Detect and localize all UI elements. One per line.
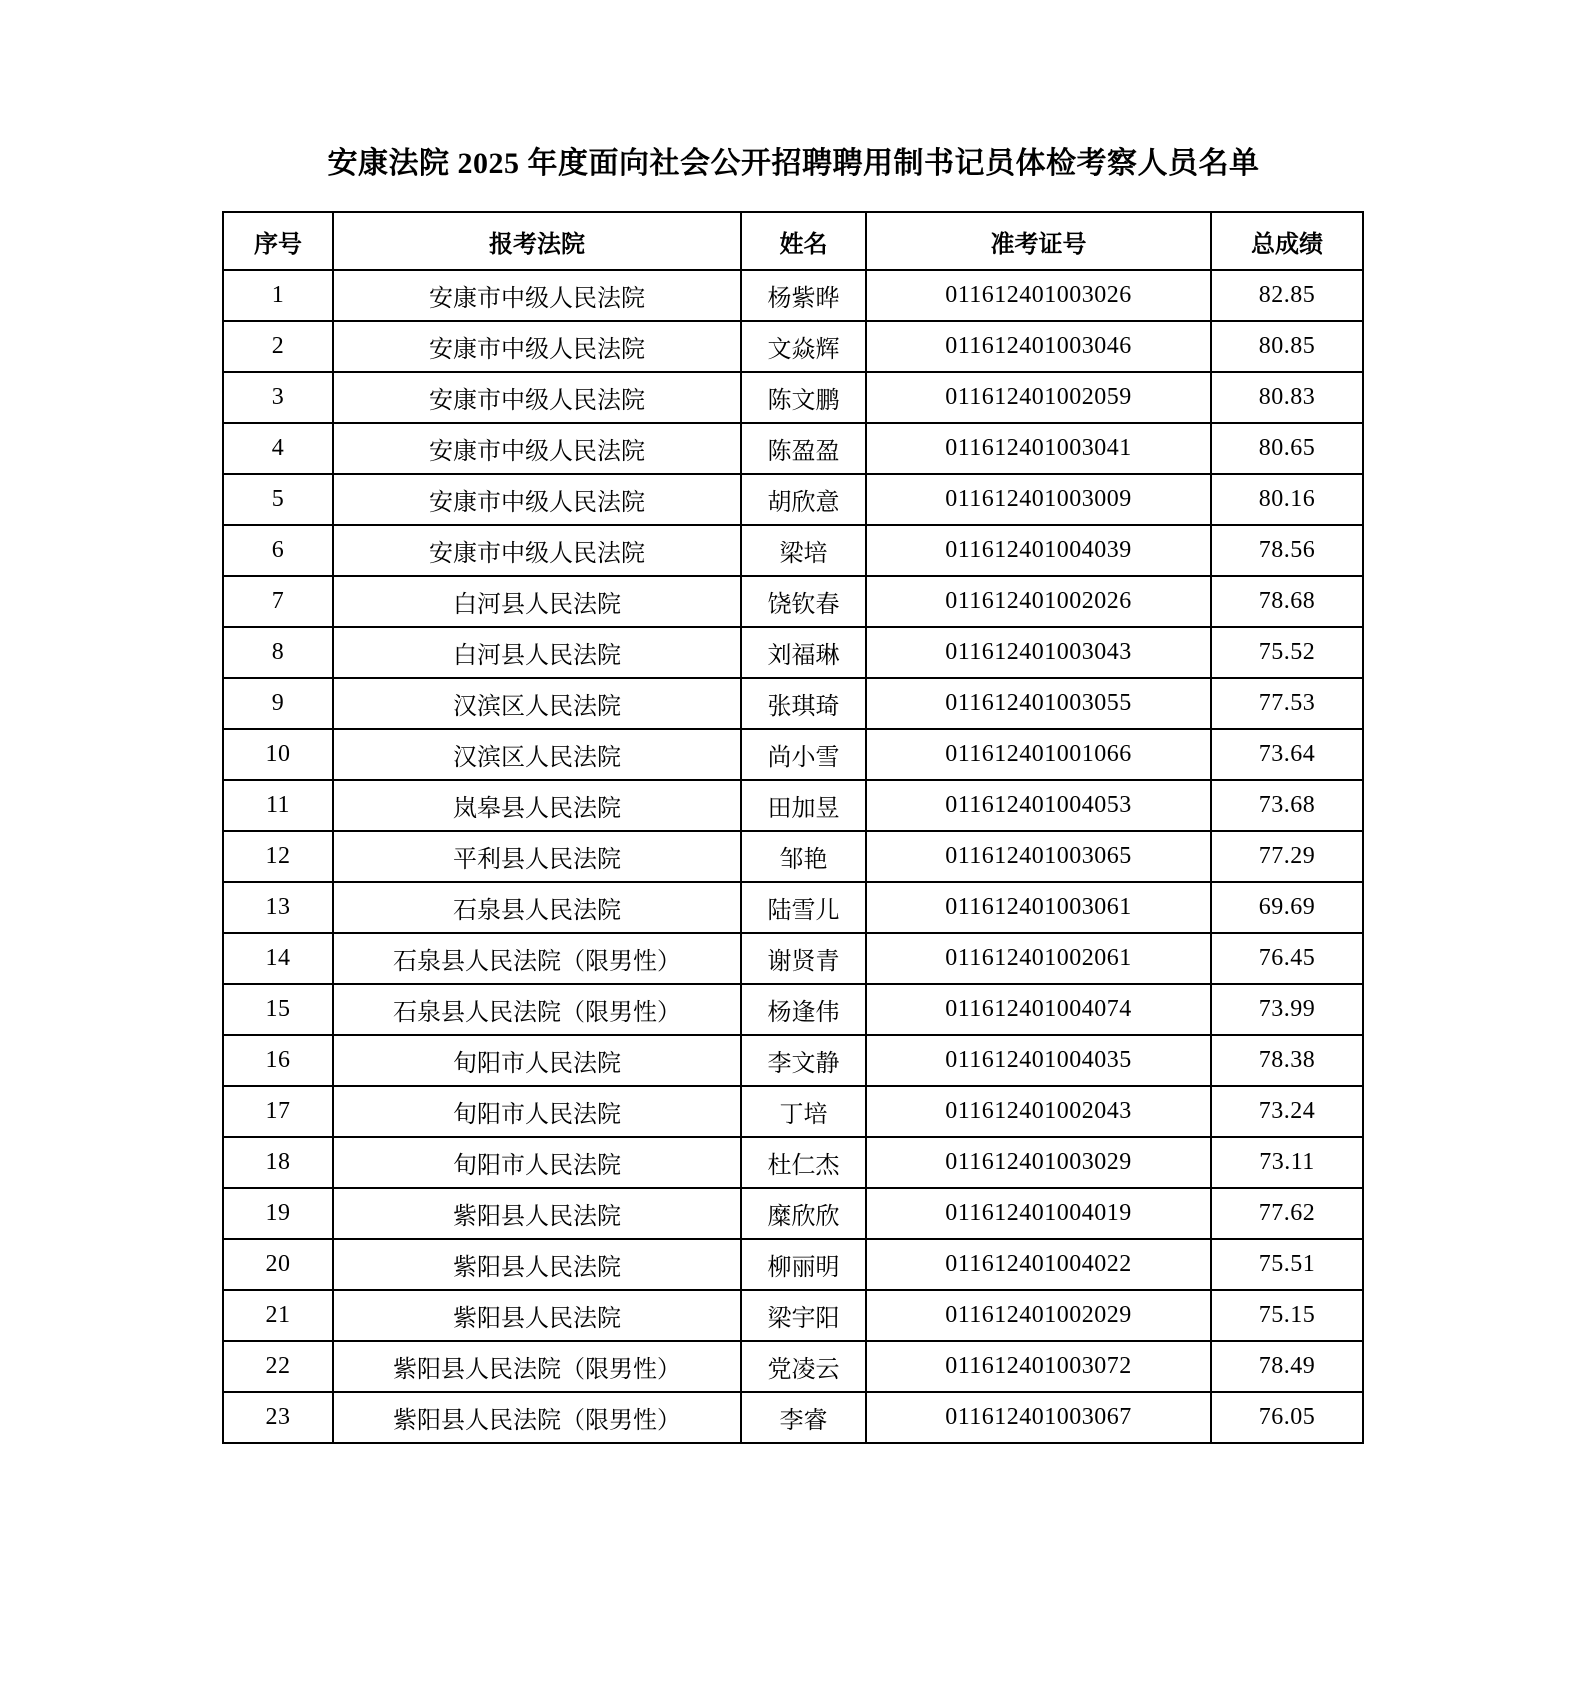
cell-name: 柳丽明 xyxy=(741,1239,866,1290)
table-row xyxy=(223,1035,1363,1086)
table-row xyxy=(223,729,1363,780)
cell-no: 3 xyxy=(223,372,333,423)
cell-score: 80.65 xyxy=(1211,423,1363,474)
cell-court: 旬阳市人民法院 xyxy=(333,1035,741,1086)
cell-no: 12 xyxy=(223,831,333,882)
cell-court: 安康市中级人民法院 xyxy=(333,474,741,525)
cell-ticket: 011612401004039 xyxy=(866,525,1211,576)
table-row xyxy=(223,780,1363,831)
column-header-court: 报考法院 xyxy=(333,212,741,270)
roster-table-body xyxy=(223,270,1363,1443)
cell-ticket: 011612401004035 xyxy=(866,1035,1211,1086)
cell-no: 15 xyxy=(223,984,333,1035)
cell-court: 白河县人民法院 xyxy=(333,627,741,678)
cell-ticket: 011612401003041 xyxy=(866,423,1211,474)
cell-ticket: 011612401004022 xyxy=(866,1239,1211,1290)
table-row xyxy=(223,1086,1363,1137)
cell-no: 9 xyxy=(223,678,333,729)
cell-court: 汉滨区人民法院 xyxy=(333,678,741,729)
cell-ticket: 011612401003067 xyxy=(866,1392,1211,1443)
cell-name: 糜欣欣 xyxy=(741,1188,866,1239)
cell-ticket: 011612401003043 xyxy=(866,627,1211,678)
table-row xyxy=(223,882,1363,933)
cell-court: 紫阳县人民法院（限男性） xyxy=(333,1341,741,1392)
cell-name: 杜仁杰 xyxy=(741,1137,866,1188)
page-title: 安康法院 2025 年度面向社会公开招聘聘用制书记员体检考察人员名单 xyxy=(327,147,1260,180)
cell-score: 77.53 xyxy=(1211,678,1363,729)
cell-name: 杨逢伟 xyxy=(741,984,866,1035)
cell-ticket: 011612401004019 xyxy=(866,1188,1211,1239)
table-row xyxy=(223,372,1363,423)
cell-score: 78.56 xyxy=(1211,525,1363,576)
cell-court: 安康市中级人民法院 xyxy=(333,372,741,423)
cell-ticket: 011612401002059 xyxy=(866,372,1211,423)
cell-name: 陈文鹏 xyxy=(741,372,866,423)
cell-ticket: 011612401003072 xyxy=(866,1341,1211,1392)
cell-name: 谢贤青 xyxy=(741,933,866,984)
cell-name: 党凌云 xyxy=(741,1341,866,1392)
cell-no: 1 xyxy=(223,270,333,321)
cell-score: 75.52 xyxy=(1211,627,1363,678)
cell-score: 78.38 xyxy=(1211,1035,1363,1086)
cell-no: 7 xyxy=(223,576,333,627)
cell-no: 20 xyxy=(223,1239,333,1290)
cell-name: 田加昱 xyxy=(741,780,866,831)
cell-score: 75.51 xyxy=(1211,1239,1363,1290)
cell-court: 紫阳县人民法院 xyxy=(333,1290,741,1341)
column-header-score: 总成绩 xyxy=(1211,212,1363,270)
cell-name: 张琪琦 xyxy=(741,678,866,729)
cell-name: 尚小雪 xyxy=(741,729,866,780)
cell-score: 78.68 xyxy=(1211,576,1363,627)
cell-court: 安康市中级人民法院 xyxy=(333,525,741,576)
cell-name: 刘福琳 xyxy=(741,627,866,678)
cell-score: 76.05 xyxy=(1211,1392,1363,1443)
table-row xyxy=(223,576,1363,627)
cell-court: 安康市中级人民法院 xyxy=(333,270,741,321)
cell-no: 19 xyxy=(223,1188,333,1239)
table-row xyxy=(223,321,1363,372)
cell-name: 陈盈盈 xyxy=(741,423,866,474)
cell-no: 2 xyxy=(223,321,333,372)
cell-score: 73.68 xyxy=(1211,780,1363,831)
cell-score: 80.85 xyxy=(1211,321,1363,372)
table-row xyxy=(223,831,1363,882)
cell-score: 73.24 xyxy=(1211,1086,1363,1137)
cell-no: 14 xyxy=(223,933,333,984)
roster-table xyxy=(222,211,1364,1444)
cell-no: 13 xyxy=(223,882,333,933)
cell-name: 李睿 xyxy=(741,1392,866,1443)
cell-ticket: 011612401002026 xyxy=(866,576,1211,627)
table-row xyxy=(223,525,1363,576)
cell-court: 汉滨区人民法院 xyxy=(333,729,741,780)
cell-ticket: 011612401003065 xyxy=(866,831,1211,882)
cell-ticket: 011612401003061 xyxy=(866,882,1211,933)
cell-score: 80.83 xyxy=(1211,372,1363,423)
cell-score: 73.11 xyxy=(1211,1137,1363,1188)
table-row xyxy=(223,474,1363,525)
cell-score: 75.15 xyxy=(1211,1290,1363,1341)
cell-ticket: 011612401001066 xyxy=(866,729,1211,780)
cell-score: 77.62 xyxy=(1211,1188,1363,1239)
cell-no: 23 xyxy=(223,1392,333,1443)
cell-score: 82.85 xyxy=(1211,270,1363,321)
cell-ticket: 011612401003029 xyxy=(866,1137,1211,1188)
column-header-ticket: 准考证号 xyxy=(866,212,1211,270)
cell-score: 78.49 xyxy=(1211,1341,1363,1392)
table-row xyxy=(223,1239,1363,1290)
table-row xyxy=(223,423,1363,474)
cell-name: 梁宇阳 xyxy=(741,1290,866,1341)
cell-court: 岚皋县人民法院 xyxy=(333,780,741,831)
cell-score: 69.69 xyxy=(1211,882,1363,933)
cell-court: 石泉县人民法院 xyxy=(333,882,741,933)
cell-ticket: 011612401002029 xyxy=(866,1290,1211,1341)
cell-score: 73.64 xyxy=(1211,729,1363,780)
cell-score: 80.16 xyxy=(1211,474,1363,525)
cell-ticket: 011612401003046 xyxy=(866,321,1211,372)
cell-no: 18 xyxy=(223,1137,333,1188)
cell-no: 21 xyxy=(223,1290,333,1341)
cell-court: 旬阳市人民法院 xyxy=(333,1137,741,1188)
table-row xyxy=(223,933,1363,984)
cell-ticket: 011612401002061 xyxy=(866,933,1211,984)
table-row xyxy=(223,1290,1363,1341)
cell-no: 22 xyxy=(223,1341,333,1392)
table-row xyxy=(223,1137,1363,1188)
table-row xyxy=(223,678,1363,729)
table-row xyxy=(223,1341,1363,1392)
cell-name: 陆雪儿 xyxy=(741,882,866,933)
table-row xyxy=(223,627,1363,678)
column-header-name: 姓名 xyxy=(741,212,866,270)
cell-court: 紫阳县人民法院 xyxy=(333,1188,741,1239)
cell-no: 17 xyxy=(223,1086,333,1137)
cell-no: 6 xyxy=(223,525,333,576)
cell-ticket: 011612401004053 xyxy=(866,780,1211,831)
cell-score: 77.29 xyxy=(1211,831,1363,882)
cell-court: 石泉县人民法院（限男性） xyxy=(333,933,741,984)
cell-no: 10 xyxy=(223,729,333,780)
cell-court: 紫阳县人民法院（限男性） xyxy=(333,1392,741,1443)
cell-ticket: 011612401002043 xyxy=(866,1086,1211,1137)
column-header-no: 序号 xyxy=(223,212,333,270)
cell-court: 平利县人民法院 xyxy=(333,831,741,882)
cell-no: 4 xyxy=(223,423,333,474)
cell-court: 安康市中级人民法院 xyxy=(333,321,741,372)
cell-name: 文焱辉 xyxy=(741,321,866,372)
cell-score: 73.99 xyxy=(1211,984,1363,1035)
cell-ticket: 011612401004074 xyxy=(866,984,1211,1035)
cell-name: 杨紫晔 xyxy=(741,270,866,321)
header-row xyxy=(223,212,1363,270)
cell-name: 李文静 xyxy=(741,1035,866,1086)
table-row xyxy=(223,270,1363,321)
table-row xyxy=(223,1188,1363,1239)
cell-court: 安康市中级人民法院 xyxy=(333,423,741,474)
cell-court: 石泉县人民法院（限男性） xyxy=(333,984,741,1035)
cell-no: 8 xyxy=(223,627,333,678)
cell-name: 胡欣意 xyxy=(741,474,866,525)
table-row xyxy=(223,984,1363,1035)
cell-court: 旬阳市人民法院 xyxy=(333,1086,741,1137)
table-row xyxy=(223,1392,1363,1443)
cell-no: 11 xyxy=(223,780,333,831)
cell-ticket: 011612401003055 xyxy=(866,678,1211,729)
cell-court: 紫阳县人民法院 xyxy=(333,1239,741,1290)
cell-court: 白河县人民法院 xyxy=(333,576,741,627)
cell-no: 5 xyxy=(223,474,333,525)
cell-name: 梁培 xyxy=(741,525,866,576)
cell-ticket: 011612401003009 xyxy=(866,474,1211,525)
cell-no: 16 xyxy=(223,1035,333,1086)
cell-name: 饶钦春 xyxy=(741,576,866,627)
cell-name: 丁培 xyxy=(741,1086,866,1137)
cell-name: 邹艳 xyxy=(741,831,866,882)
cell-score: 76.45 xyxy=(1211,933,1363,984)
cell-ticket: 011612401003026 xyxy=(866,270,1211,321)
